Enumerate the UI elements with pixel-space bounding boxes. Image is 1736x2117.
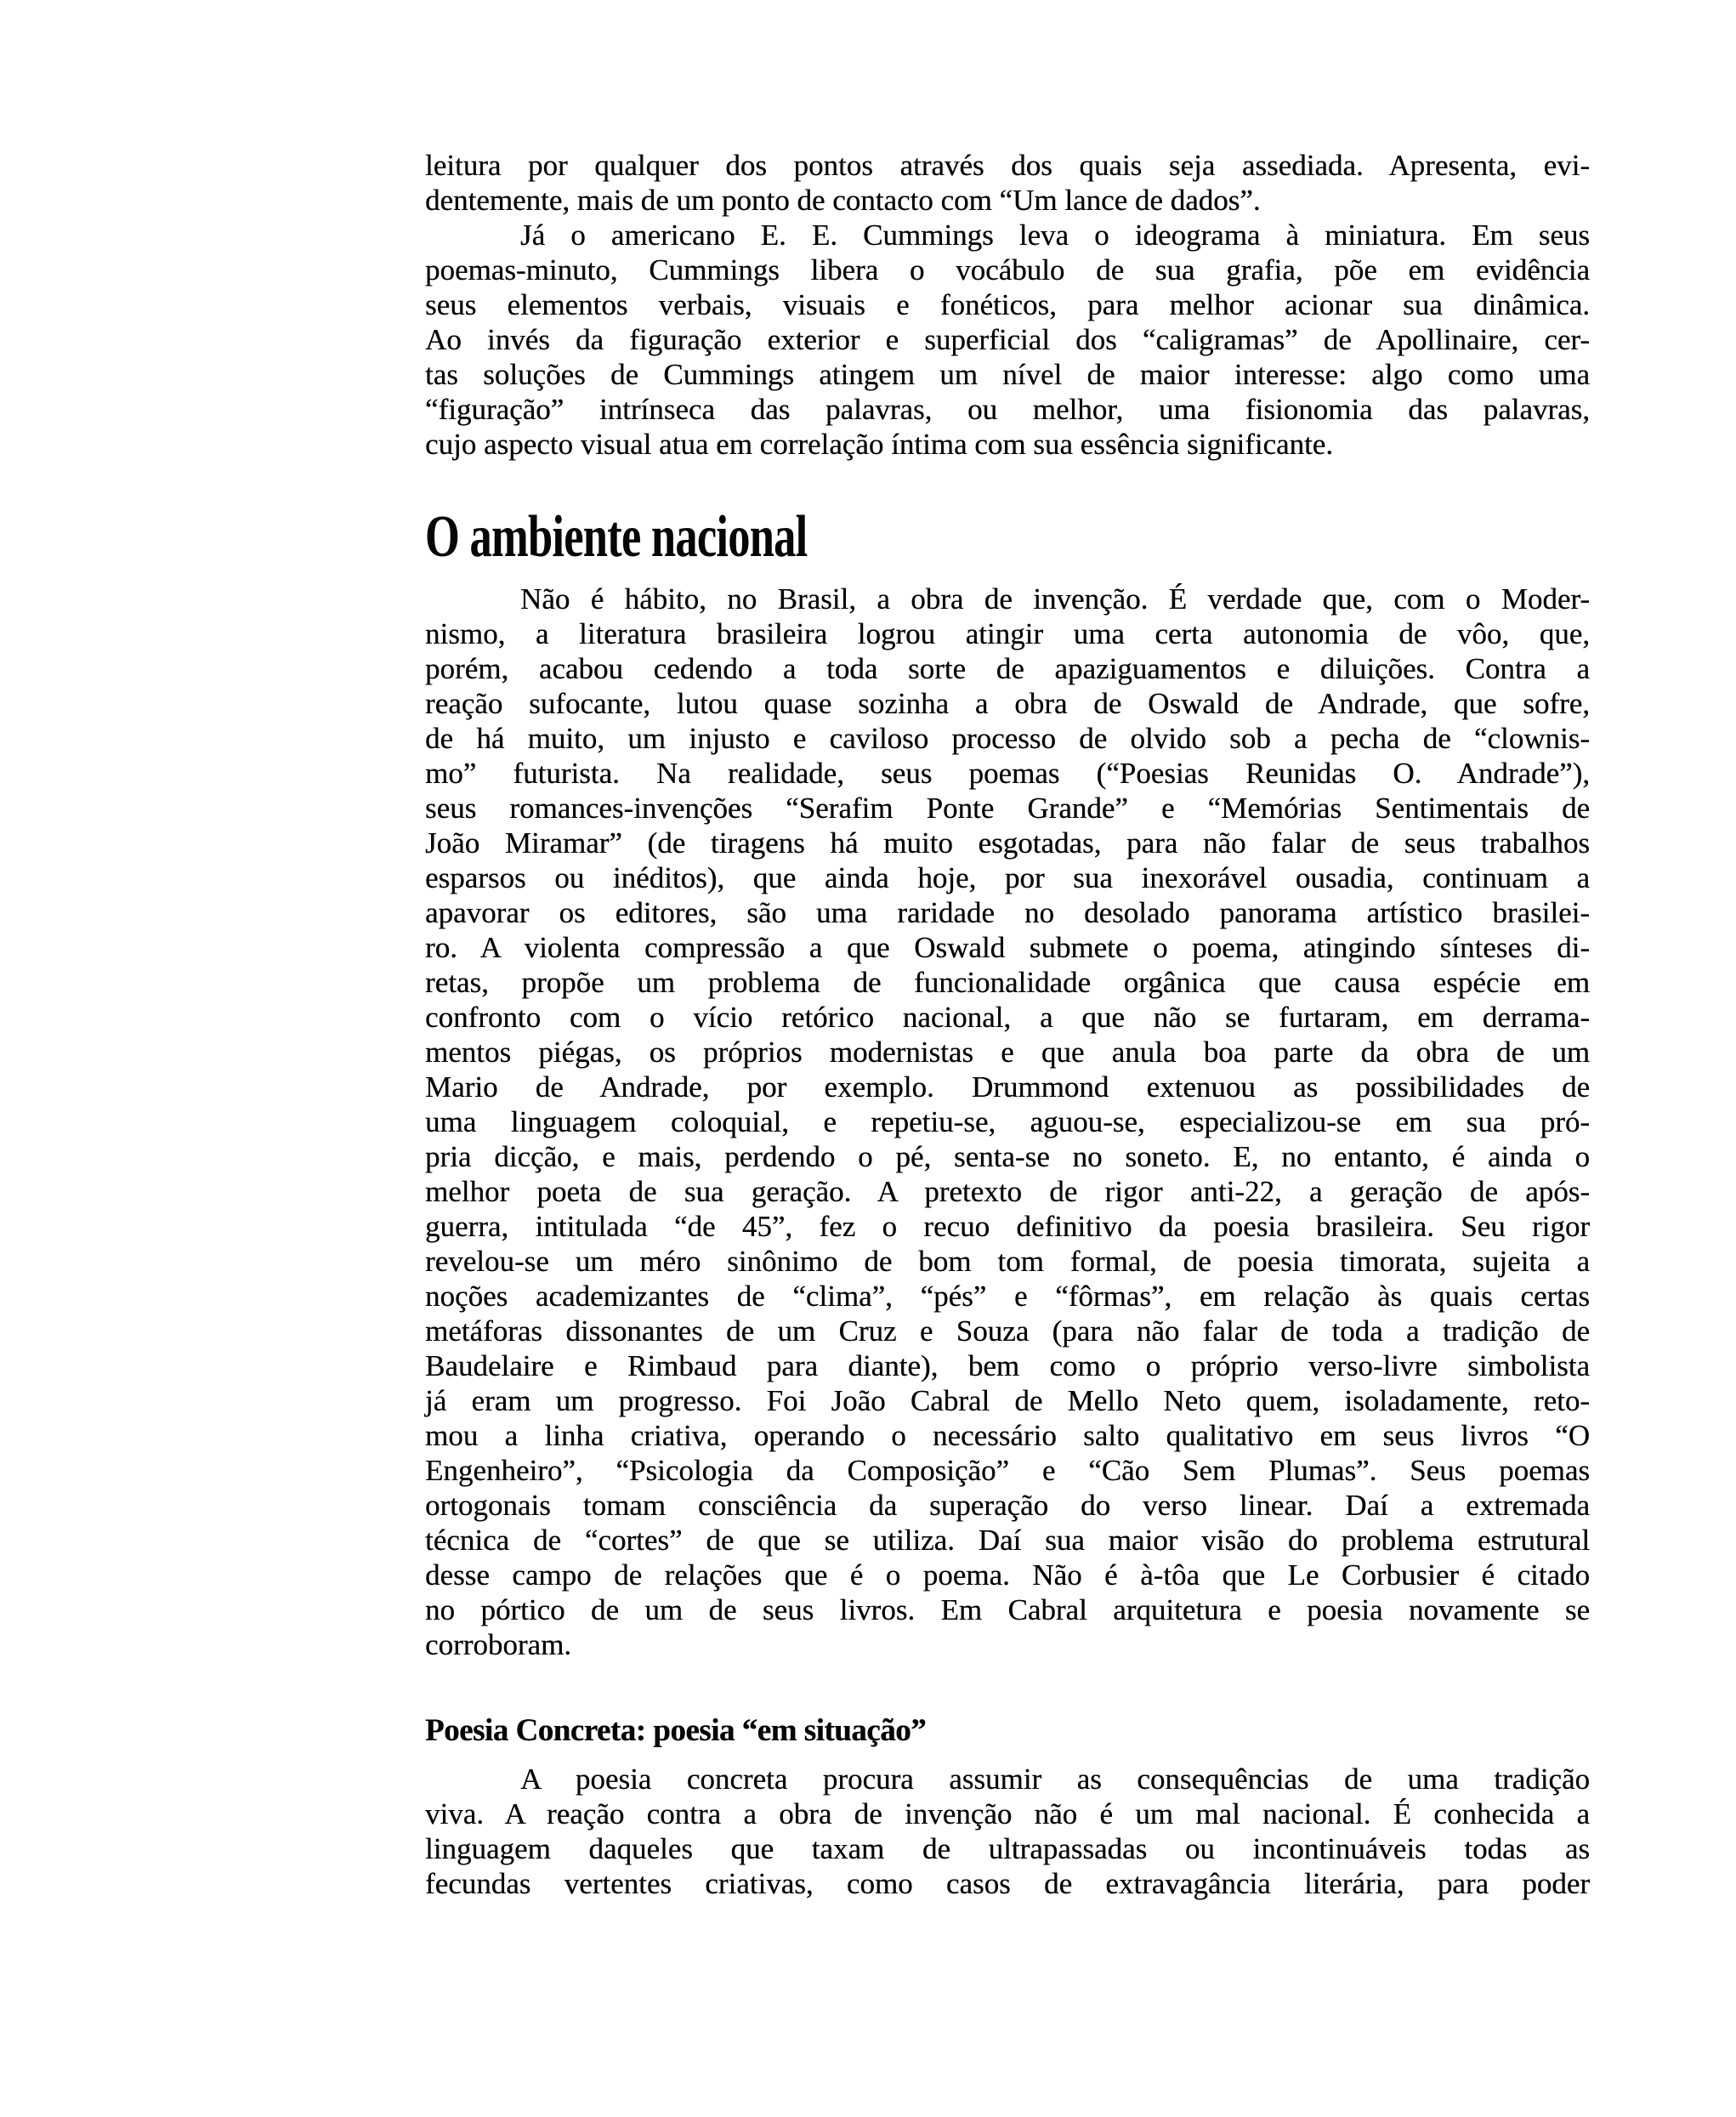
- text-line: pria dicção, e mais, perdendo o pé, senta-se no soneto. E, no entanto, é ainda o: [425, 1140, 1590, 1173]
- text-line: uma linguagem coloquial, e repetiu-se, aguou-se, especializou-se em sua pró-: [425, 1105, 1590, 1138]
- text-line: seus romances-invenções “Serafim Ponte Grande” e “Memórias Sentimentais de: [425, 792, 1590, 825]
- text-line: ro. A violenta compressão a que Oswald submete o poema, atingindo sínteses di-: [425, 931, 1590, 964]
- section-heading-text: O ambiente nacional: [425, 504, 808, 570]
- intro-paragraph: [425, 218, 1590, 462]
- text-line: já eram um progresso. Foi João Cabral de Mello Neto quem, isoladamente, reto-: [425, 1384, 1590, 1417]
- text-line: leitura por qualquer dos pontos através dos quais seja assediada. Apresenta, evi-: [425, 149, 1590, 182]
- text-line: retas, propõe um problema de funcionalidade orgânica que causa espécie em: [425, 966, 1590, 999]
- text-line: Já o americano E. E. Cummings leva o ideograma à miniatura. Em seus: [520, 219, 1590, 252]
- text-line: Baudelaire e Rimbaud para diante), bem como o próprio verso-livre simbolista: [425, 1349, 1590, 1382]
- text-line: guerra, intitulada “de 45”, fez o recuo definitivo da poesia brasileira. Seu rigor: [425, 1210, 1590, 1243]
- text-line: mentos piégas, os próprios modernistas e que anula boa parte da obra de um: [425, 1036, 1590, 1069]
- text-line: mo” futurista. Na realidade, seus poemas (“Poesias Reunidas O. Andrade”),: [425, 757, 1590, 790]
- text-line: corroboram.: [425, 1628, 572, 1661]
- text-line: dentemente, mais de um ponto de contacto com “Um lance de dados”.: [425, 184, 1261, 217]
- text-line: reação sufocante, lutou quase sozinha a obra de Oswald de Andrade, que sofre,: [425, 687, 1590, 720]
- text-line: nismo, a literatura brasileira logrou atingir uma certa autonomia de vôo, que,: [425, 617, 1590, 650]
- text-line: Não é hábito, no Brasil, a obra de invenção. É verdade que, com o Moder-: [520, 582, 1590, 616]
- text-line: Mario de Andrade, por exemplo. Drummond extenuou as possibilidades de: [425, 1070, 1590, 1104]
- page-content: [425, 148, 1590, 1901]
- text-line: ortogonais tomam consciência da superação do verso linear. Daí a extremada: [425, 1489, 1590, 1522]
- text-line: João Miramar” (de tiragens há muito esgotadas, para não falar de seus trabalhos: [425, 826, 1590, 860]
- text-line: seus elementos verbais, visuais e fonéticos, para melhor acionar sua dinâmica.: [425, 288, 1590, 321]
- text-line: “figuração” intrínseca das palavras, ou melhor, uma fisionomia das palavras,: [425, 393, 1590, 426]
- text-line: fecundas vertentes criativas, como casos de extravagância literária, para poder: [425, 1867, 1590, 1900]
- text-line: técnica de “cortes” de que se utiliza. Daí sua maior visão do problema estrutural: [425, 1524, 1590, 1557]
- text-line: noções academizantes de “clima”, “pés” e “fôrmas”, em relação às quais certas: [425, 1280, 1590, 1313]
- text-line: cujo aspecto visual atua em correlação íntima com sua essência significante.: [425, 428, 1334, 461]
- text-line: linguagem daqueles que taxam de ultrapassadas ou incontinuáveis todas as: [425, 1832, 1590, 1865]
- text-line: viva. A reação contra a obra de invenção não é um mal nacional. É conhecida a: [425, 1797, 1590, 1830]
- text-line: de há muito, um injusto e caviloso processo de olvido sob a pecha de “clownis-: [425, 722, 1590, 755]
- subsection-heading: Poesia Concreta: poesia “em situação”: [425, 1713, 927, 1748]
- text-line: porém, acabou cedendo a toda sorte de apaziguamentos e diluições. Contra a: [425, 652, 1590, 685]
- section-heading: [425, 504, 1590, 570]
- text-line: revelou-se um méro sinônimo de bom tom formal, de poesia timorata, sujeita a: [425, 1245, 1590, 1278]
- text-line: esparsos ou inéditos), que ainda hoje, por sua inexorável ousadia, continuam a: [425, 861, 1590, 894]
- text-line: Ao invés da figuração exterior e superficial dos “caligramas” de Apollinaire, cer-: [425, 323, 1590, 356]
- text-line: A poesia concreta procura assumir as consequências de uma tradição: [520, 1762, 1590, 1796]
- text-line: tas soluções de Cummings atingem um nível de maior interesse: algo como uma: [425, 358, 1590, 391]
- text-line: Engenheiro”, “Psicologia da Composição” e “Cão Sem Plumas”. Seus poemas: [425, 1454, 1590, 1487]
- text-line: desse campo de relações que é o poema. Não é à-tôa que Le Corbusier é citado: [425, 1558, 1590, 1592]
- text-line: mou a linha criativa, operando o necessário salto qualitativo em seus livros “O: [425, 1419, 1590, 1452]
- intro-paragraph-continued: [425, 148, 1590, 218]
- text-line: no pórtico de um de seus livros. Em Cabral arquitetura e poesia novamente se: [425, 1593, 1590, 1626]
- text-line: metáforas dissonantes de um Cruz e Souza (para não falar de toda a tradição de: [425, 1314, 1590, 1348]
- text-line: melhor poeta de sua geração. A pretexto de rigor anti-22, a geração de após-: [425, 1175, 1590, 1208]
- section-paragraph: [425, 582, 1590, 1662]
- text-line: poemas-minuto, Cummings libera o vocábulo de sua grafia, põe em evidência: [425, 253, 1590, 287]
- text-line: apavorar os editores, são uma raridade no desolado panorama artístico brasilei-: [425, 896, 1590, 929]
- text-line: confronto com o vício retórico nacional, a que não se furtaram, em derrama-: [425, 1001, 1590, 1034]
- subsection-paragraph: [425, 1762, 1590, 1901]
